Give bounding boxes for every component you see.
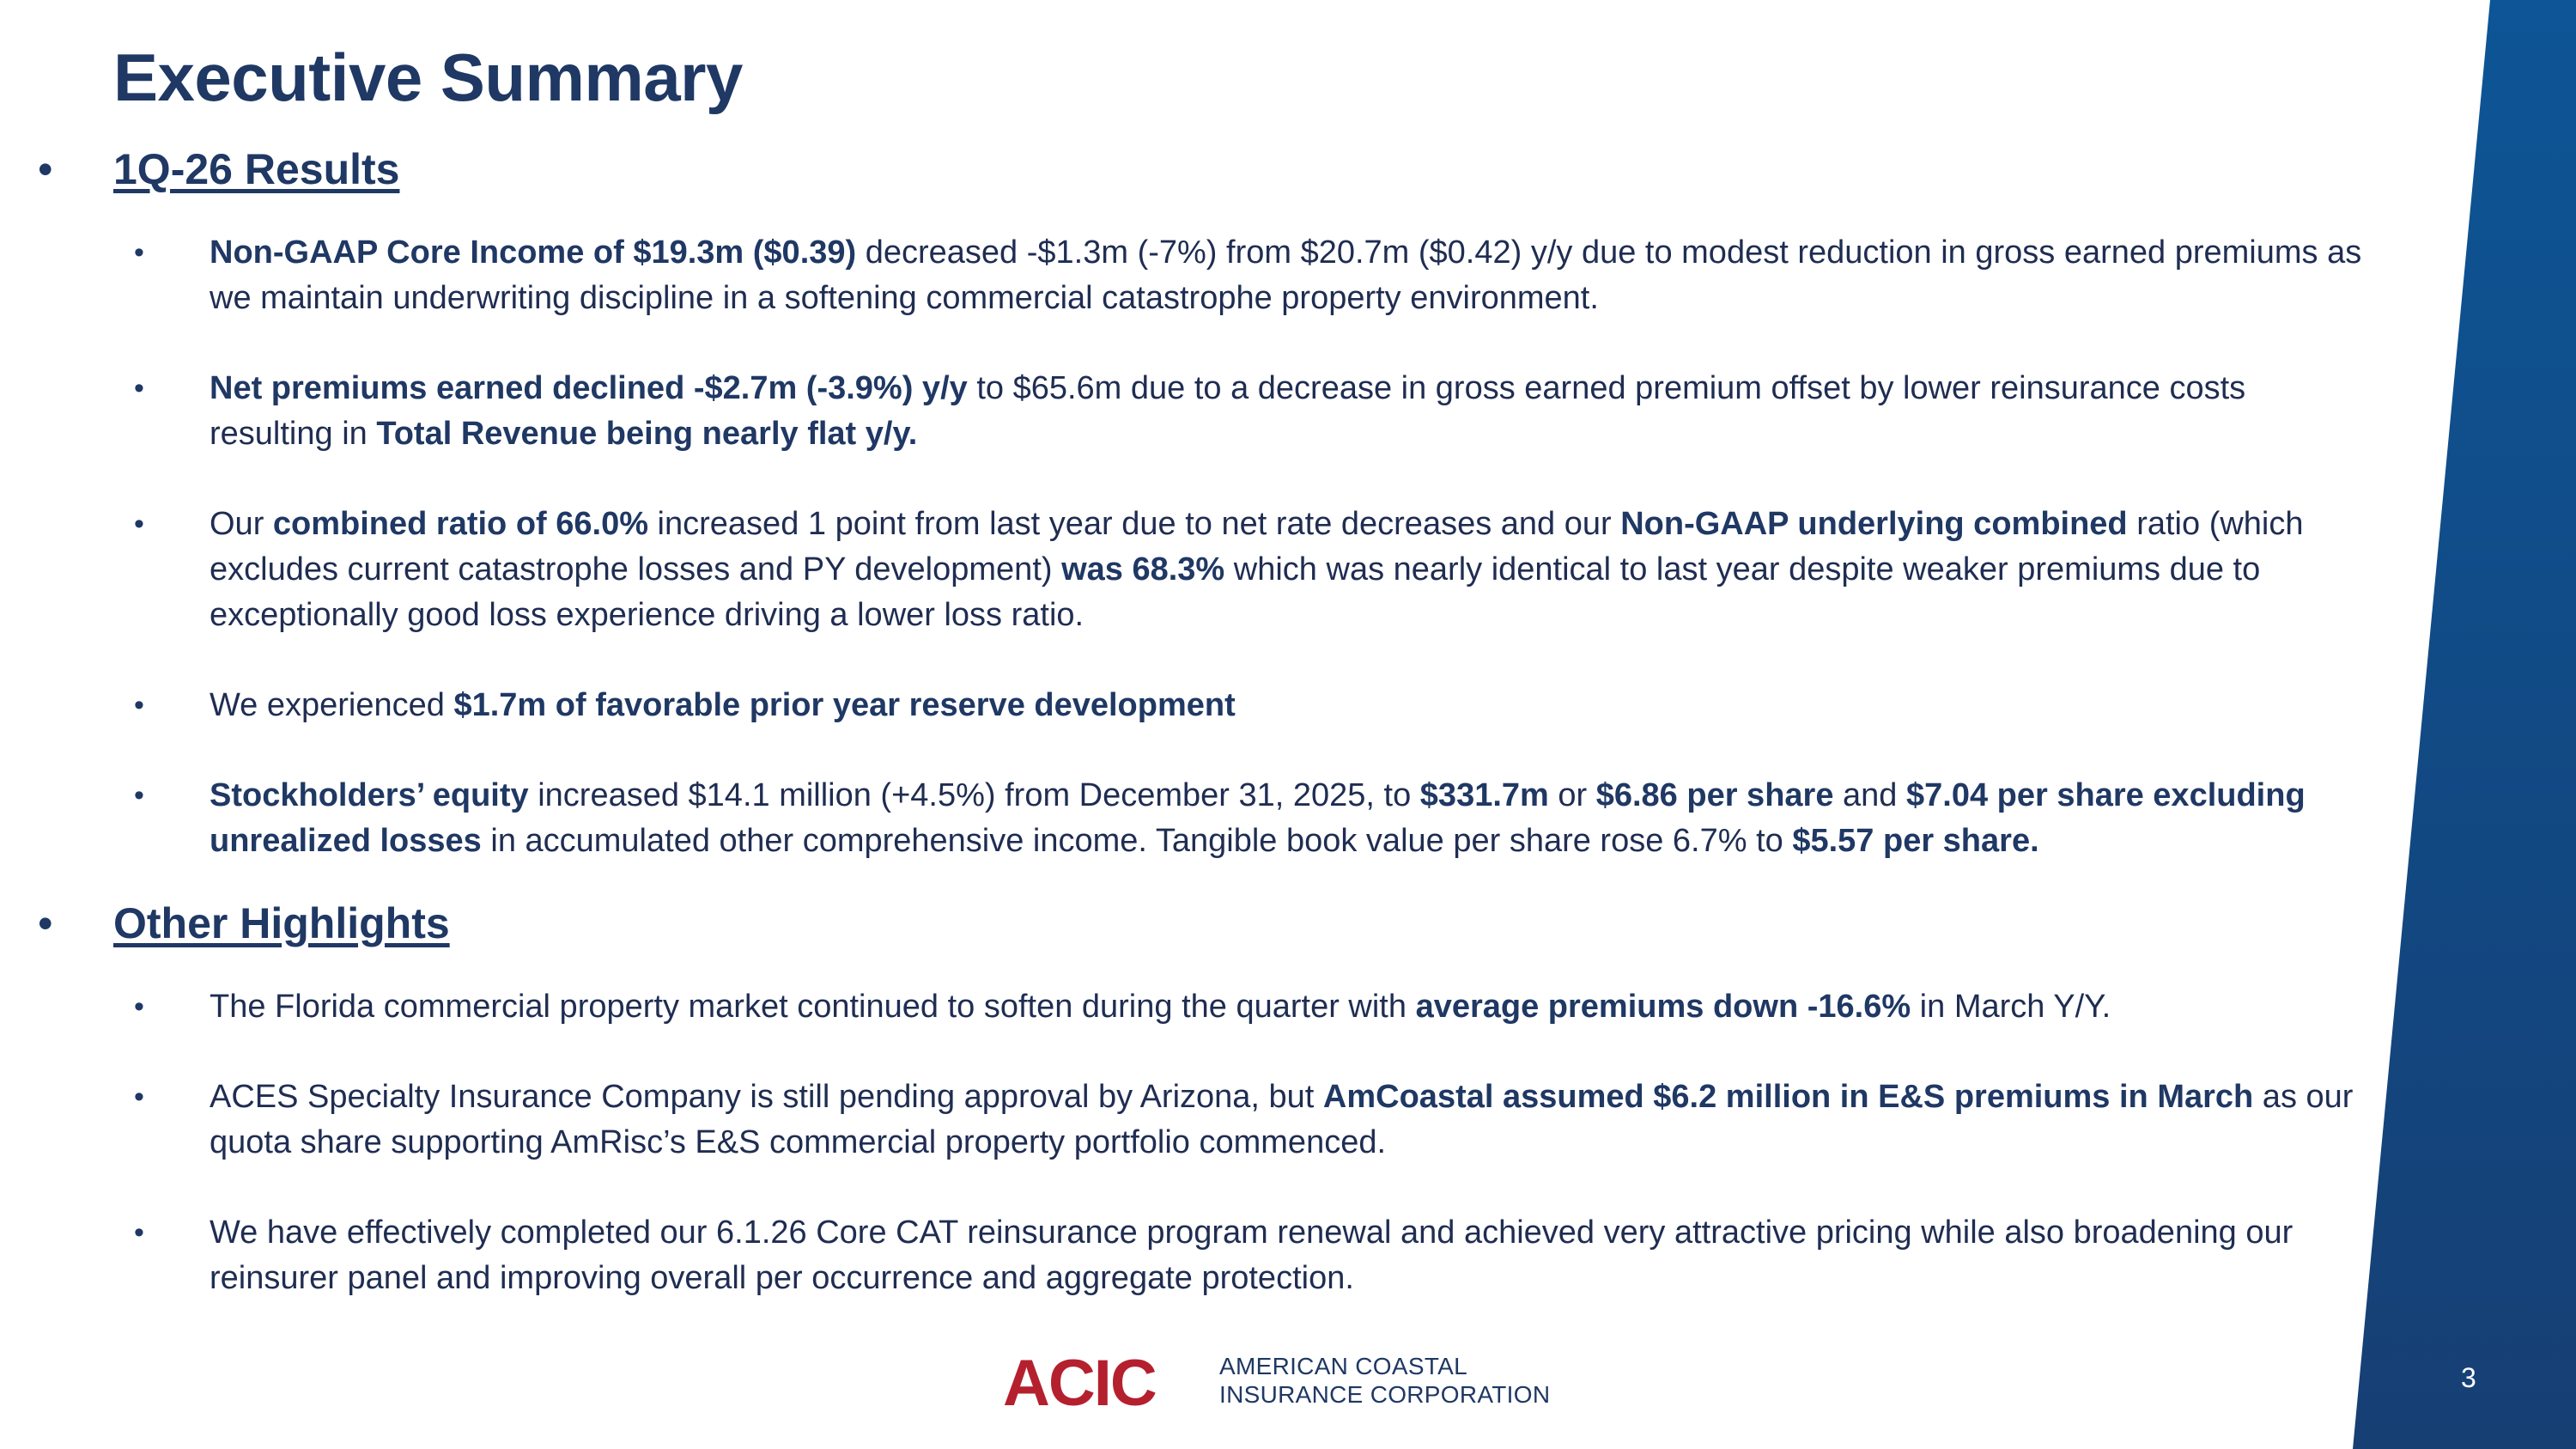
page-title: Executive Summary (113, 40, 743, 115)
bold-segment: $5.57 per share. (1792, 823, 2039, 859)
bold-segment: $6.86 per share (1595, 777, 1834, 813)
bold-segment: Stockholders’ equity (210, 777, 529, 813)
bold-segment: $331.7m (1419, 777, 1549, 813)
bullet-dot: • (134, 689, 144, 721)
bullet-dot: • (134, 1081, 144, 1113)
bold-segment: $1.7m of favorable prior year reserve development (453, 687, 1236, 723)
bullet-dot: • (134, 990, 144, 1023)
section-heading: Other Highlights (113, 899, 450, 947)
text-segment: in March Y/Y. (1911, 989, 2111, 1025)
bullet-dot: • (134, 236, 144, 269)
bullet-dot: • (134, 779, 144, 812)
text-segment: increased 1 point from last year due to net rate decreases and our (648, 506, 1621, 542)
bullet-item (38, 502, 2373, 638)
bold-segment: combined ratio of 66.0% (272, 506, 648, 542)
bold-segment: $7.04 per share excluding unrealized losses (210, 777, 2306, 859)
page-number: 3 (2461, 1362, 2476, 1393)
section-items (38, 230, 2373, 909)
bold-segment: Non-GAAP underlying combined (1620, 506, 2128, 542)
text-segment: We experienced (210, 687, 454, 723)
text-segment: or (1548, 777, 1596, 813)
bullet-text (210, 683, 2373, 728)
text-segment: increased $14.1 million (+4.5%) from December 31, 2025, to (528, 777, 1420, 813)
bullet-item (38, 984, 2373, 1030)
bullet-text (210, 773, 2373, 864)
bullet-text (210, 502, 2373, 638)
text-segment: ACES Specialty Insurance Company is still pending approval by Arizona, but (210, 1079, 1323, 1115)
decorative-side-band (2353, 0, 2576, 1449)
text-segment: decreased -$1.3m (-7%) from $20.7m ($0.42) y/y due to modest reduction in gross earned premiums as we maintain underwriting discipline in a softening commercial catastrophe property environment. (210, 234, 2362, 316)
bullet-item (38, 1210, 2373, 1301)
bullet-text (210, 984, 2373, 1030)
svg-text:ACIC: ACIC (1003, 1352, 1156, 1412)
text-segment: to $65.6m due to a decrease in gross earned premium offset by lower reinsurance costs resulting in (210, 370, 2246, 452)
bullet-item (38, 773, 2373, 864)
section-heading: 1Q-26 Results (113, 145, 400, 193)
bullet-text (210, 366, 2373, 457)
text-segment: We have effectively completed our 6.1.26 Core CAT reinsurance program renewal and achieved very attractive pricing while also broadening our reinsurer panel and improving overall per occurrence and aggregate protection. (210, 1215, 2293, 1296)
bold-segment: Non-GAAP Core Income of $19.3m ($0.39) (210, 234, 857, 271)
bullet-item (38, 230, 2373, 321)
bullet-item (38, 366, 2373, 457)
text-segment: in accumulated other comprehensive income. Tangible book value per share rose 6.7% to (481, 823, 1793, 859)
bullet-dot: • (134, 508, 144, 540)
bold-segment: Net premiums earned declined -$2.7m (-3.9%) y/y (210, 370, 968, 406)
text-segment: which was nearly identical to last year despite weaker premiums due to exceptionally good loss experience driving a lower loss ratio. (210, 551, 2261, 633)
bullet-item (38, 1075, 2373, 1166)
logo-company-name (1219, 1352, 1550, 1409)
text-segment: and (1833, 777, 1906, 813)
bold-segment: Total Revenue being nearly flat y/y. (376, 416, 918, 452)
bold-segment: was 68.3% (1061, 551, 1225, 588)
section-bullet: • (38, 899, 53, 947)
bullet-text (210, 1075, 2373, 1166)
bullet-text (210, 230, 2373, 321)
section-items (38, 984, 2373, 1346)
bold-segment: average premiums down -16.6% (1415, 989, 1911, 1025)
bullet-dot: • (134, 372, 144, 405)
text-segment: ratio (which excludes current catastrophe losses and PY development) (210, 506, 2304, 588)
acic-logo-mark (1003, 1352, 1188, 1412)
bullet-text (210, 1210, 2373, 1301)
bullet-dot: • (134, 1216, 144, 1249)
section-bullet: • (38, 145, 53, 193)
bold-segment: AmCoastal assumed $6.2 million in E&S premiums in March (1322, 1079, 2254, 1115)
text-segment: The Florida commercial property market continued to soften during the quarter with (210, 989, 1416, 1025)
logo-line-1: AMERICAN COASTAL (1219, 1353, 1467, 1379)
bullet-item (38, 683, 2373, 728)
text-segment: Our (210, 506, 273, 542)
text-segment: as our quota share supporting AmRisc’s E&S commercial property portfolio commenced. (210, 1079, 2354, 1160)
logo-line-2: INSURANCE CORPORATION (1219, 1381, 1551, 1408)
